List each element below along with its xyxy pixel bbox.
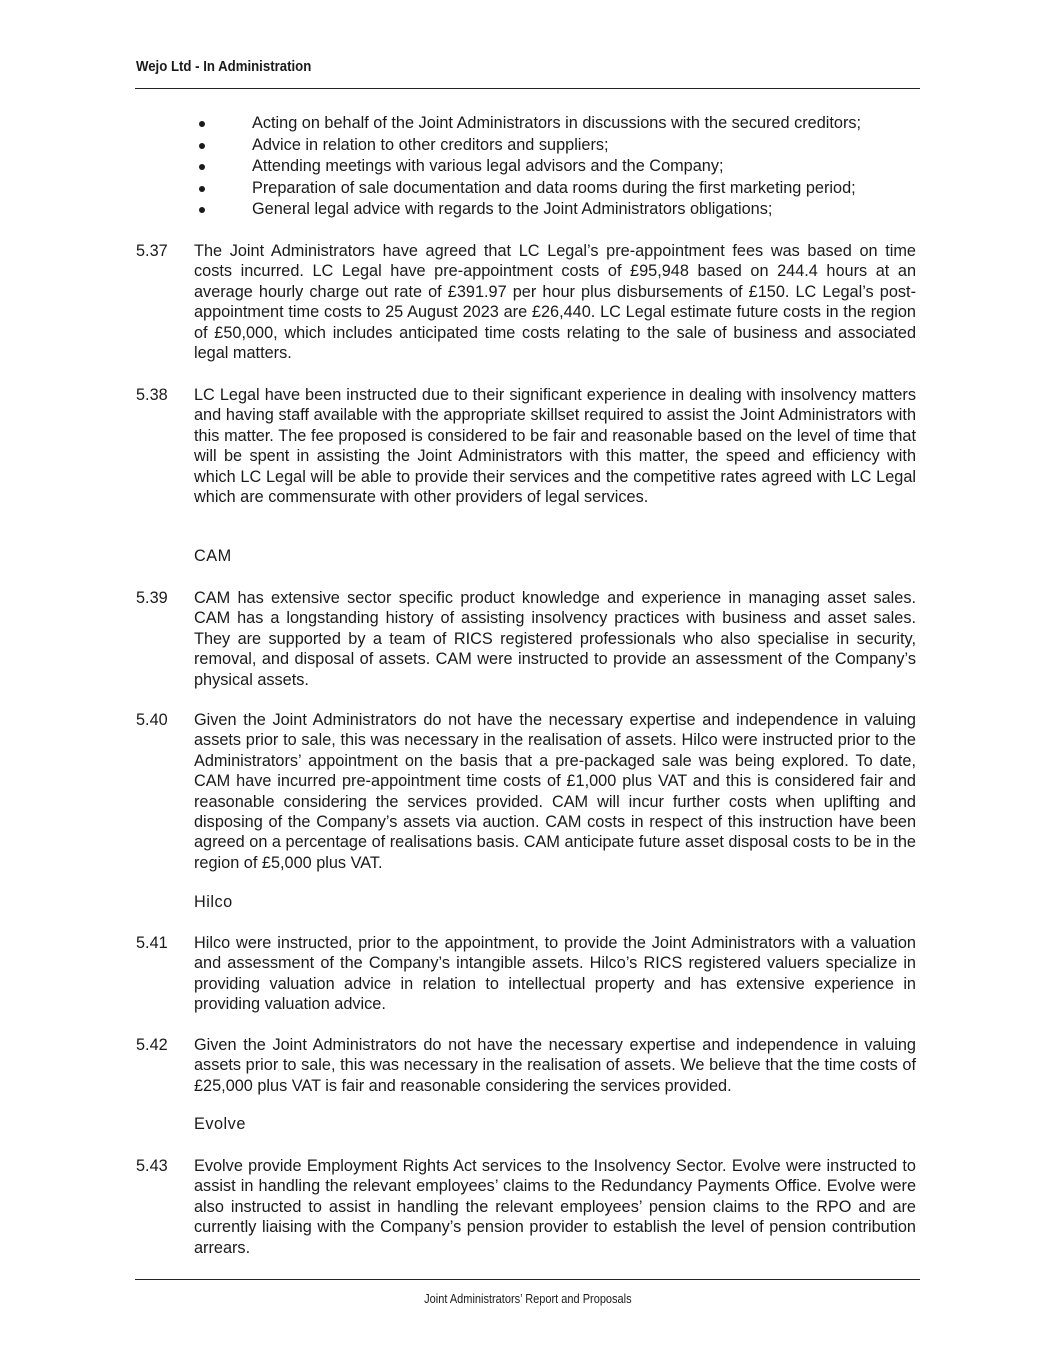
paragraph-5-39 (136, 588, 916, 690)
list-item: Acting on behalf of the Joint Administrators in discussions with the secured creditors; (194, 113, 934, 135)
paragraph-number: 5.39 (136, 589, 168, 607)
list-item: Attending meetings with various legal advisors and the Company; (194, 156, 934, 178)
bullet-icon (199, 121, 205, 127)
list-item: General legal advice with regards to the Joint Administrators obligations; (194, 199, 934, 221)
page-header-title: Wejo Ltd - In Administration (136, 58, 312, 75)
bullet-list (194, 113, 934, 221)
paragraph-number: 5.40 (136, 711, 168, 729)
paragraph-5-37 (136, 241, 916, 363)
paragraph-number: 5.42 (136, 1036, 168, 1054)
paragraph-text: Given the Joint Administrators do not have the necessary expertise and independence in valuing assets prior to sale, this was necessary in the realisation of assets. Hilco were instructed prior to the Administrators’ appointment on the basis that a pre-packaged sale was being explored. To date, CAM have incurred pre-appointment time costs of £1,000 plus VAT and this is considered fair and reasonable considering the services provided. CAM will incur further costs when uplifting and disposing of the Company’s assets via auction. CAM costs in respect of this instruction have been agreed on a percentage of realisations basis. CAM anticipate future asset disposal costs to be in the region of £5,000 plus VAT. (194, 711, 916, 872)
paragraph-5-38 (136, 385, 916, 507)
paragraph-text: The Joint Administrators have agreed that LC Legal’s pre-appointment fees was based on time costs incurred. LC Legal have pre-appointment costs of £95,948 based on 244.4 hours at an average hourly charge out rate of £391.97 per hour plus disbursements of £150. LC Legal’s post-appointment time costs to 25 August 2023 are £26,440. LC Legal estimate future costs in the region of £50,000, which includes anticipated time costs relating to the sale of business and associated legal matters. (194, 242, 916, 363)
bullet-icon (199, 186, 205, 192)
paragraph-5-43 (136, 1156, 916, 1258)
section-heading-evolve: Evolve (194, 1115, 246, 1133)
section-heading-hilco: Hilco (194, 893, 233, 911)
paragraph-text: Hilco were instructed, prior to the appointment, to provide the Joint Administrators with a valuation and assessment of the Company’s intangible assets. Hilco’s RICS registered valuers specialize in providing valuation advice in relation to intellectual property and has extensive experience in providing valuation advice. (194, 934, 916, 1014)
list-item: Advice in relation to other creditors and suppliers; (194, 135, 934, 157)
paragraph-5-40 (136, 710, 916, 873)
header-divider (135, 88, 920, 89)
page-footer (0, 1292, 1055, 1306)
paragraph-text: LC Legal have been instructed due to their significant experience in dealing with insolvency matters and having staff available with the appropriate skillset required to assist the Joint Administrators with this matter. The fee proposed is considered to be fair and reasonable based on the level of time that will be spent in assisting the Joint Administrators with this matter, the speed and efficiency with which LC Legal will be able to provide their services and the competitive rates agreed with LC Legal which are commensurate with other providers of legal services. (194, 386, 916, 507)
paragraph-number: 5.37 (136, 242, 168, 260)
paragraph-text: Evolve provide Employment Rights Act services to the Insolvency Sector. Evolve were instructed to assist in handling the relevant employees’ claims to the Redundancy Payments Office. Evolve were also instructed to assist in handling the relevant employees’ pension claims to the RPO and are currently liaising with the Company’s pension provider to establish the level of pension contribution arrears. (194, 1157, 916, 1257)
paragraph-number: 5.41 (136, 934, 168, 952)
list-item: Preparation of sale documentation and data rooms during the first marketing period; (194, 178, 934, 200)
paragraph-number: 5.38 (136, 386, 168, 404)
paragraph-number: 5.43 (136, 1157, 168, 1175)
paragraph-5-41 (136, 933, 916, 1015)
section-heading-cam: CAM (194, 547, 232, 565)
bullet-icon (199, 164, 205, 170)
bullet-icon (199, 207, 205, 213)
footer-text: Joint Administrators’ Report and Proposals (423, 1292, 632, 1306)
bullet-icon (199, 143, 205, 149)
paragraph-5-42 (136, 1035, 916, 1096)
paragraph-text: Given the Joint Administrators do not have the necessary expertise and independence in valuing assets prior to sale, this was necessary in the realisation of assets. We believe that the time costs of £25,000 plus VAT is fair and reasonable considering the services provided. (194, 1036, 916, 1095)
paragraph-text: CAM has extensive sector specific product knowledge and experience in managing asset sales. CAM has a longstanding history of assisting insolvency practices with business and asset sales. They are supported by a team of RICS registered professionals who also specialise in security, removal, and disposal of assets. CAM were instructed to provide an assessment of the Company’s physical assets. (194, 589, 916, 689)
footer-divider (135, 1279, 920, 1280)
